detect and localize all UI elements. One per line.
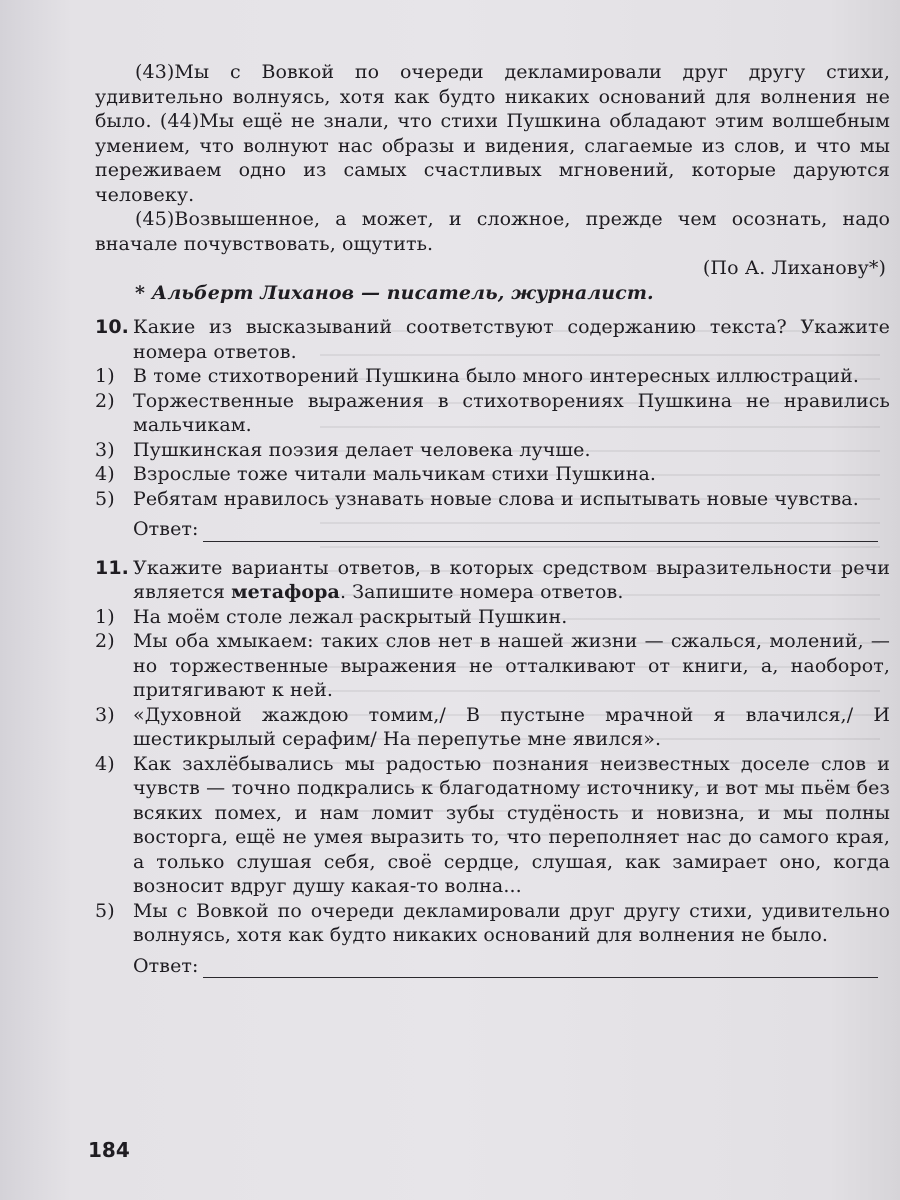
question-number: 11. — [95, 556, 129, 579]
question-10 — [95, 315, 890, 364]
question-10-options — [95, 364, 890, 511]
option-number: 1) — [95, 365, 115, 387]
option-text: «Духовной жаждою томим,/ В пустыне мрачной я влачился,/ И шестикрылый серафим/ На перепутье мне явился». — [133, 703, 890, 750]
question-text — [133, 556, 890, 605]
option-text: Мы оба хмыкаем: таких слов нет в нашей жизни — сжалься, молений, — но торжественные выражения не отталкивают от книги, а, наоборот, притягивают к ней. — [133, 630, 890, 701]
option-text: На моём столе лежал раскрытый Пушкин. — [133, 605, 568, 628]
option-number: 4) — [95, 463, 115, 485]
option-number: 3) — [95, 703, 115, 726]
option-text: Пушкинская поэзия делает человека лучше. — [133, 438, 591, 461]
option-item — [95, 899, 890, 948]
question-11-answer — [133, 954, 890, 979]
option-text: Как захлёбывались мы радостью познания неизвестных доселе слов и чувств — точно подкрались к благодатному источнику, и вот мы пьём без всяких помех, и нам ломит зубы студёность и новизна, и мы полны восторга, ещё не умея выразить то, что переполняет нас до самого края, а только слушая себя, своё сердце, слушая, как замирает оно, когда возносит вдруг душу какая-то волна... — [133, 752, 890, 897]
passage-paragraph-43-44: (43)Мы с Вовкой по очереди декламировали друг другу стихи, удивительно волнуясь, хотя как будто никаких оснований для волнения не было. (44)Мы ещё не знали, что стихи Пушкина обладают этим волшебным умением, что волнуют нас образы и видения, слагаемые из слов, и что мы переживаем одно из самых счастливых мгновений, которые даруются человеку. — [95, 61, 890, 206]
option-item — [95, 462, 890, 487]
option-text: Мы с Вовкой по очереди декламировали друг другу стихи, удивительно волнуясь, хотя как будто никаких оснований для волнения не было. — [133, 899, 890, 946]
option-number: 2) — [95, 630, 115, 652]
question-number: 10. — [95, 316, 129, 338]
question-term: метафора — [231, 581, 340, 603]
option-item — [95, 438, 890, 463]
page-content — [95, 60, 890, 992]
author-footnote: * Альберт Лиханов — писатель, журналист. — [135, 281, 654, 304]
page-number: 184 — [88, 1138, 130, 1162]
passage-attribution: (По А. Лиханову*) — [702, 257, 886, 279]
option-text: Ребятам нравилось узнавать новые слова и испытывать новые чувства. — [133, 487, 859, 510]
option-item — [95, 752, 890, 899]
option-item — [95, 629, 890, 703]
question-text-start: Укажите варианты ответов, в которых средством выразительности речи является — [133, 556, 890, 603]
answer-input-line[interactable] — [203, 523, 878, 542]
answer-label: Ответ: — [133, 954, 199, 977]
option-text: Торжественные выражения в стихотворениях Пушкина не нравились мальчикам. — [133, 389, 890, 436]
option-number: 3) — [95, 438, 115, 461]
question-11 — [95, 556, 890, 605]
answer-input-line[interactable] — [203, 959, 878, 978]
option-item — [95, 605, 890, 630]
question-text: Какие из высказываний соответствуют содержанию текста? Укажите номера ответов. — [133, 316, 890, 363]
option-number: 4) — [95, 752, 115, 775]
option-item — [95, 703, 890, 752]
option-item — [95, 389, 890, 438]
option-text: В томе стихотворений Пушкина было много интересных иллюстраций. — [133, 365, 860, 387]
option-number: 2) — [95, 389, 115, 412]
option-item — [95, 487, 890, 512]
answer-label: Ответ: — [133, 518, 199, 540]
option-number: 5) — [95, 487, 115, 510]
option-number: 1) — [95, 605, 115, 628]
question-11-options — [95, 605, 890, 948]
option-text: Взрослые тоже читали мальчикам стихи Пушкина. — [133, 463, 657, 485]
question-text-end: . Запишите номера ответов. — [339, 581, 624, 603]
option-item — [95, 364, 890, 389]
question-10-answer — [133, 517, 890, 542]
passage-paragraph-45: (45)Возвышенное, а может, и сложное, прежде чем осознать, надо вначале почувствовать, ощутить. — [95, 208, 890, 255]
option-number: 5) — [95, 899, 115, 922]
